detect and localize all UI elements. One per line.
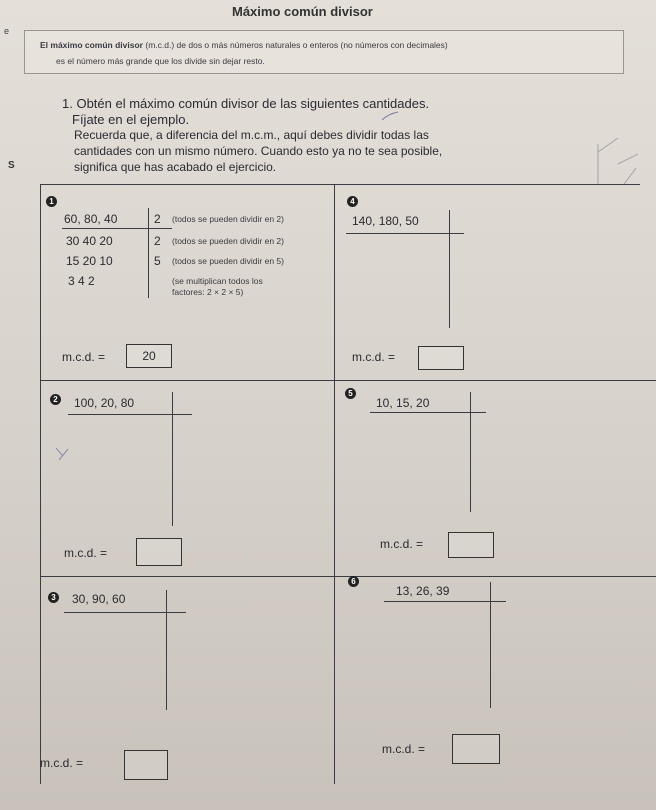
pencil-scribble-icon [588,124,648,194]
grid-top-border [40,184,640,185]
example-row-4-numbers: 3 4 2 [68,274,95,288]
answer-box-1[interactable]: 20 [126,344,172,368]
cell-6-numbers: 13, 26, 39 [396,584,450,598]
page-title: Máximo común divisor [232,4,373,19]
exercise-heading [62,96,429,111]
definition-box [24,30,624,74]
cell-2-line [68,414,192,415]
cell-4-numbers: 140, 180, 50 [352,214,419,228]
example-row-3-note: (todos se pueden dividir en 5) [172,256,284,266]
definition-line-2: es el número más grande que los divide sin dejar resto. [56,56,265,66]
answer-box-3[interactable] [124,750,168,780]
example-underline [62,228,172,229]
cell-6-bar [490,582,491,708]
example-row-2-note: (todos se pueden dividir en 2) [172,236,284,246]
cell-5-bar [470,392,471,512]
mcd-label-3: m.c.d. = [40,756,84,770]
example-row-2-numbers: 30 40 20 [66,234,113,248]
example-row-1-numbers: 60, 80, 40 [64,212,118,226]
example-row-1-divisor: 2 [154,212,161,226]
cell-3-numbers: 30, 90, 60 [72,592,126,606]
cell-3-bar [166,590,167,710]
example-row-3-divisor: 5 [154,254,161,268]
grid-row-divider-2 [40,576,656,577]
exercise-line-2: Fíjate en el ejemplo. [72,112,190,127]
cell-2-numbers: 100, 20, 80 [74,396,135,410]
cell-4-bar [449,210,450,328]
definition-term: El máximo común divisor [40,40,143,50]
exercise-number: 1. [62,96,73,111]
check-mark-icon [380,110,400,124]
exercise-line-4: cantidades con un mismo número. Cuando esto ya no te sea posible, [74,144,443,158]
example-row-3-numbers: 15 20 10 [66,254,113,268]
cell-5-numbers: 10, 15, 20 [376,396,430,410]
answer-box-5[interactable] [448,532,494,558]
answer-box-6[interactable] [452,734,500,764]
definition-abbr: (m.c.d.) [145,40,175,50]
mcd-label-5: m.c.d. = [380,537,424,551]
example-row-1-note: (todos se pueden dividir en 2) [172,214,284,224]
grid-center-divider [334,184,335,784]
mcd-label-1: m.c.d. = [62,350,106,364]
cell-badge-5: 5 [345,388,356,399]
cell-2-bar [172,392,173,526]
grid-left-border [40,184,41,784]
cell-4-line [346,233,464,234]
pencil-mark-icon [54,446,72,462]
mcd-label-2: m.c.d. = [64,546,108,560]
mcd-label-4: m.c.d. = [352,350,396,364]
cell-badge-6: 6 [348,576,359,587]
cell-5-line [370,412,486,413]
cell-badge-2: 2 [50,394,61,405]
exercise-line-5: significa que has acabado el ejercicio. [74,160,277,174]
grid-row-divider-1 [40,380,656,381]
example-row-2-divisor: 2 [154,234,161,248]
cell-badge-1: 1 [46,196,57,207]
example-row-4-note: (se multiplican todos los [172,276,263,286]
answer-box-4[interactable] [418,346,464,370]
mcd-label-6: m.c.d. = [382,742,426,756]
definition-rest: de dos o más números naturales o enteros (no números con decimales) [176,40,448,50]
cell-3-line [64,612,186,613]
example-division-bar [148,208,149,298]
answer-box-2[interactable] [136,538,182,566]
cell-6-line [384,601,506,602]
definition-line-1 [40,40,448,50]
cell-badge-3: 3 [48,592,59,603]
margin-letter-s: S [8,160,15,171]
margin-letter-e: e [4,26,10,36]
example-row-4-note-cont: factores: 2 × 2 × 5) [172,287,244,297]
exercise-line-1: Obtén el máximo común divisor de las siguientes cantidades. [76,96,430,111]
exercise-line-3: Recuerda que, a diferencia del m.c.m., aquí debes dividir todas las [74,128,429,142]
cell-badge-4: 4 [347,196,358,207]
